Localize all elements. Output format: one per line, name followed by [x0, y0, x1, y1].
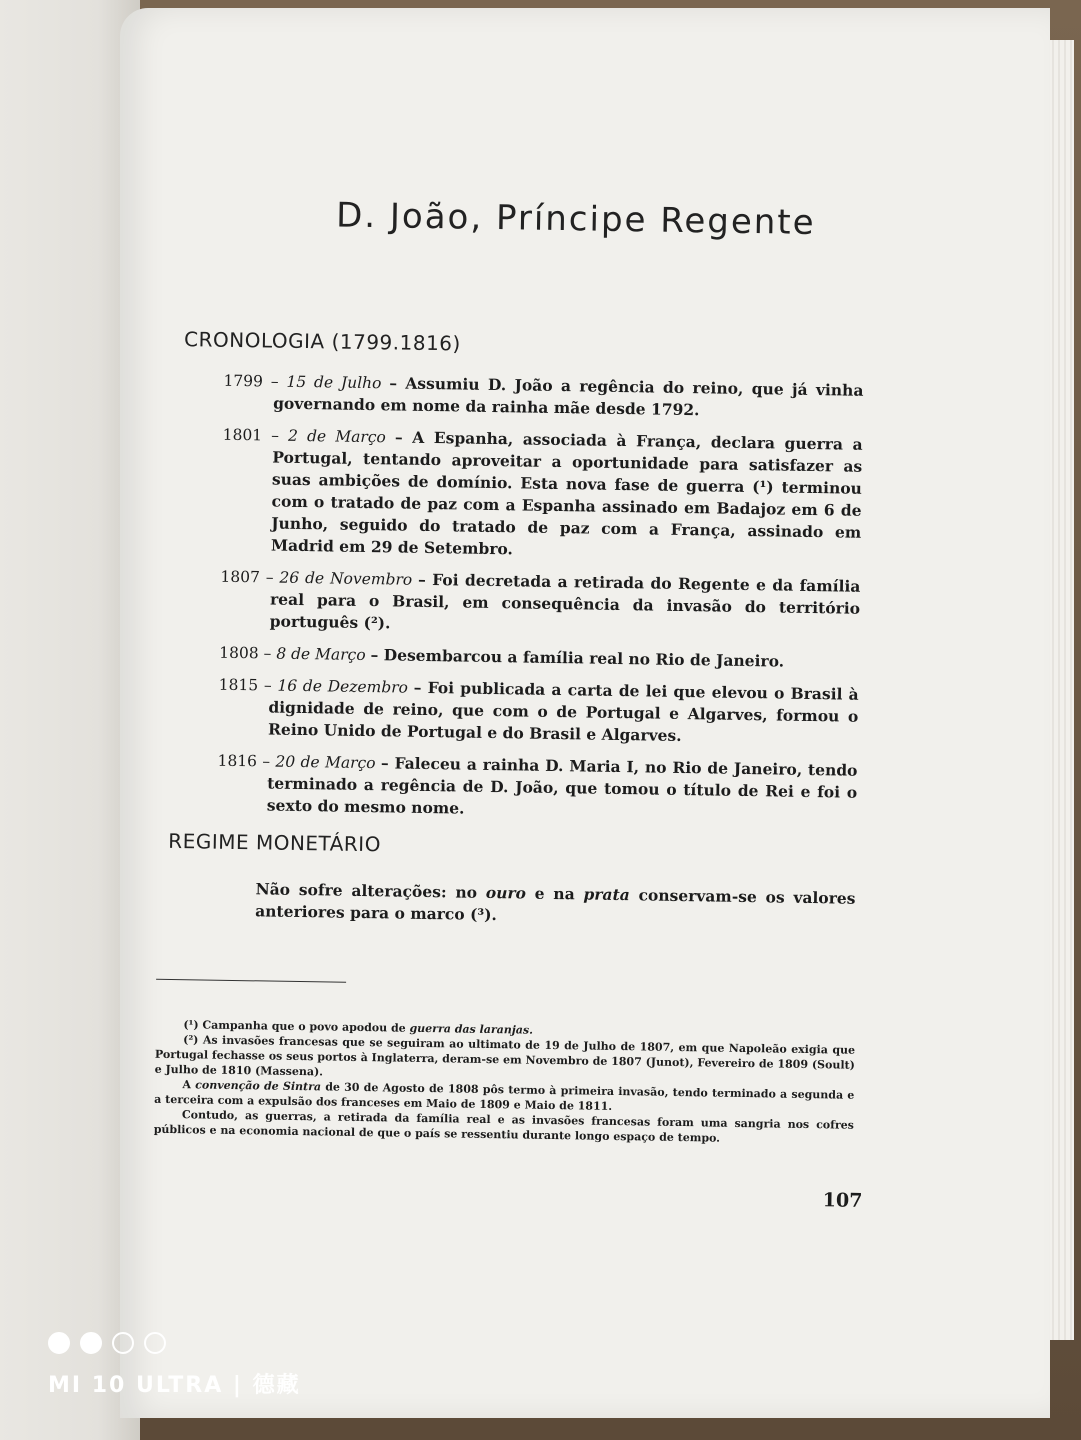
footnote-text: de 30 de Agosto de 1808 pôs termo à primeira invasão, tendo terminado a segunda e a terceira com a expulsão dos franceses em Maio de 1809 e Maio de 1811. [154, 1080, 855, 1113]
camera-watermark [48, 1332, 301, 1399]
regime-text-mid: e na [525, 883, 584, 904]
dot-icon [80, 1332, 102, 1354]
dot-icon [144, 1332, 166, 1354]
entry-year: 1815 – [218, 675, 272, 695]
chronology-entry [220, 566, 861, 642]
book-page [120, 8, 1050, 1418]
page-number: 107 [822, 1189, 863, 1212]
page-title: D. João, Príncipe Regente [335, 195, 816, 244]
entry-year: 1808 – [219, 643, 272, 663]
chronology-heading: CRONOLOGIA (1799.1816) [183, 327, 462, 356]
regime-heading: REGIME MONETÁRIO [168, 828, 382, 857]
entry-text: – Foi publicada a carta de lei que elevou o Brasil à dignidade de reino, que com o de Portugal e Algarves, formou o Reino Unido de Portugal e do Brasil e Algarves. [267, 677, 859, 745]
chronology-entry [221, 424, 863, 566]
chronology-entry [218, 674, 859, 750]
entry-date: 8 de Março [276, 644, 366, 665]
footnote-italic: convenção de Sintra [195, 1078, 322, 1094]
chronology-entry [223, 370, 864, 424]
entry-date: 2 de Março [287, 426, 386, 447]
page-content [107, 0, 1059, 1424]
regime-paragraph [255, 878, 856, 931]
entry-text: – Assumiu D. João a regência do reino, que já vinha governando em nome da rainha mãe desde 1792. [273, 373, 864, 420]
footnote-text: Campanha que o povo apodou de [198, 1018, 410, 1035]
footnote-text: Contudo, as guerras, a retirada da família real e as invasões francesas foram uma sangria nos cofres públicos e na economia nacional de que o país se ressentiu durante longo espaço de tempo. [153, 1108, 855, 1145]
entry-date: 20 de Março [275, 752, 376, 773]
entry-date: 15 de Julho [286, 372, 382, 393]
dot-icon [48, 1332, 70, 1354]
regime-text-end: conservam-se os valores anteriores para o marco (³). [255, 885, 856, 925]
footnote-number: (²) [183, 1033, 199, 1047]
regime-text-start: Não sofre alterações: no [255, 879, 486, 902]
entry-date: 26 de Novembro [279, 568, 413, 589]
footnote-text: A [182, 1078, 196, 1092]
footnotes [154, 1017, 856, 1148]
entry-year: 1801 – [222, 425, 280, 445]
regime-ouro: ouro [485, 882, 527, 903]
entry-year: 1807 – [220, 567, 274, 587]
entry-text: – Desembarcou a família real no Rio de Janeiro. [370, 645, 785, 671]
chronology-entry [219, 642, 859, 674]
entry-text: – Foi decretada a retirada do Regente e da família real para o Brasil, em consequência da invasão do território português (²). [269, 569, 861, 633]
footnote-italic: guerra das laranjas. [409, 1021, 534, 1037]
footnote-number: (¹) [183, 1018, 199, 1032]
watermark-dots-icon [48, 1332, 301, 1354]
entry-year: 1816 – [217, 751, 271, 771]
chronology-entry [217, 750, 858, 826]
footnote-text: As invasões francesas que se seguiram ao ultimato de 19 de Julho de 1807, em que Napoleão exigia que Portugal fechasse os seus portos à Inglaterra, deram-se em Novembro de 1807 (Junot), Fevereiro de 1809 (Soult) e Julho de 1810 (Massena). [154, 1033, 856, 1079]
dot-icon [112, 1332, 134, 1354]
entry-text: – Faleceu a rainha D. Maria I, no Rio de Janeiro, tendo terminado a regência de D. João, que tomou o título de Rei e foi o sexto do mesmo nome. [266, 753, 858, 818]
entry-date: 16 de Dezembro [277, 676, 409, 697]
regime-prata: prata [583, 884, 630, 905]
entry-year: 1799 – [223, 371, 279, 391]
entry-text: – A Espanha, associada à França, declara guerra a Portugal, tentando aproveitar a oportunidade para satisfazer as suas ambições de domínio. Esta nova fase de guerra (¹) terminou com o tratado de paz com a Espanha assinado em Badajoz em 6 de Junho, seguido do tratado de paz com a França, assinado em Madrid em 29 de Setembro. [270, 427, 863, 559]
watermark-text: MI 10 ULTRA | 德藏 [48, 1373, 301, 1398]
footnote-rule [156, 979, 346, 983]
chronology-list [217, 370, 864, 836]
